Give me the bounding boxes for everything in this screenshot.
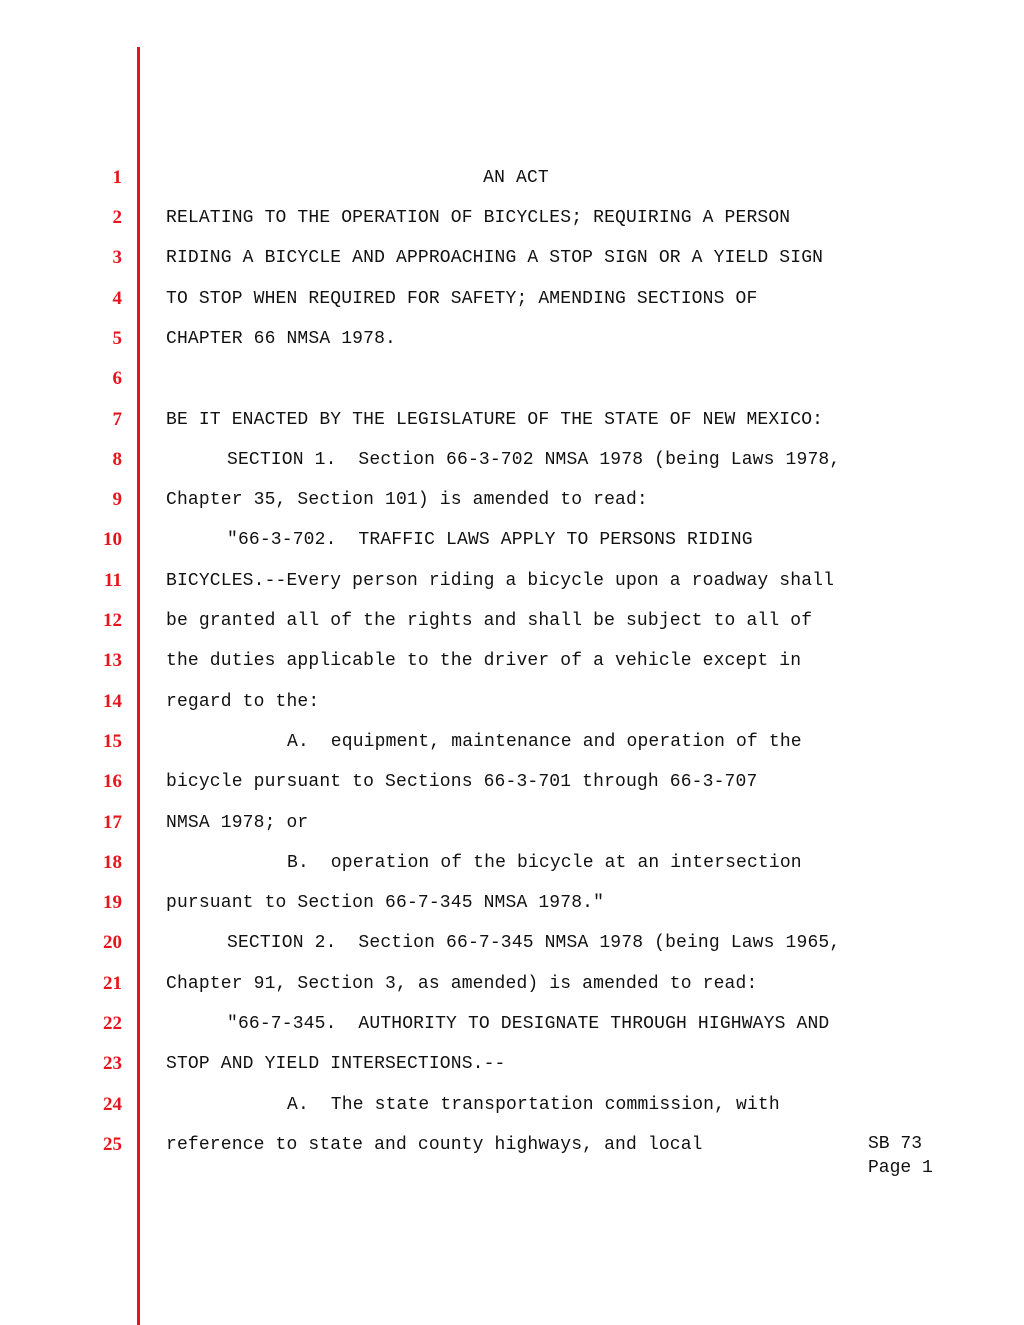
line-number: 13 xyxy=(103,650,122,671)
statute-heading: "66-7-345. AUTHORITY TO DESIGNATE THROUGH HIGHWAYS AND xyxy=(227,1014,830,1034)
line-number: 11 xyxy=(104,570,122,591)
line-number: 8 xyxy=(112,449,122,470)
line-number: 21 xyxy=(103,973,122,994)
bill-id: SB 73 xyxy=(868,1134,923,1154)
bill-title-line: RELATING TO THE OPERATION OF BICYCLES; REQUIRING A PERSON xyxy=(166,208,791,228)
line-number: 24 xyxy=(103,1094,122,1115)
line-number: 17 xyxy=(103,812,122,833)
body-line: Chapter 35, Section 101) is amended to read: xyxy=(166,490,648,510)
enacting-clause: BE IT ENACTED BY THE LEGISLATURE OF THE STATE OF NEW MEXICO: xyxy=(166,410,824,430)
body-line: regard to the: xyxy=(166,692,320,712)
line-number: 18 xyxy=(103,852,122,873)
body-line: bicycle pursuant to Sections 66-3-701 through 66-3-707 xyxy=(166,772,758,792)
section-heading: SECTION 1. Section 66-3-702 NMSA 1978 (being Laws 1978, xyxy=(227,450,841,470)
line-number: 20 xyxy=(103,932,122,953)
subsection-line: A. The state transportation commission, with xyxy=(287,1095,780,1115)
bill-title-line: RIDING A BICYCLE AND APPROACHING A STOP SIGN OR A YIELD SIGN xyxy=(166,248,824,268)
statute-heading: "66-3-702. TRAFFIC LAWS APPLY TO PERSONS RIDING xyxy=(227,530,753,550)
section-heading: SECTION 2. Section 66-7-345 NMSA 1978 (being Laws 1965, xyxy=(227,933,841,953)
margin-rule xyxy=(137,47,140,1325)
body-line: STOP AND YIELD INTERSECTIONS.-- xyxy=(166,1054,506,1074)
line-number: 5 xyxy=(112,328,122,349)
line-number: 9 xyxy=(112,489,122,510)
page-label: Page 1 xyxy=(868,1158,933,1178)
line-number: 12 xyxy=(103,610,122,631)
body-line: Chapter 91, Section 3, as amended) is amended to read: xyxy=(166,974,758,994)
line-number: 14 xyxy=(103,691,122,712)
line-number: 23 xyxy=(103,1053,122,1074)
act-title: AN ACT xyxy=(483,168,549,188)
line-number: 16 xyxy=(103,771,122,792)
line-number: 7 xyxy=(112,409,122,430)
body-line: pursuant to Section 66-7-345 NMSA 1978." xyxy=(166,893,605,913)
line-number: 19 xyxy=(103,892,122,913)
subsection-line: B. operation of the bicycle at an intersection xyxy=(287,853,802,873)
line-number: 1 xyxy=(112,167,122,188)
line-number: 4 xyxy=(112,288,122,309)
line-number: 2 xyxy=(112,207,122,228)
body-line: the duties applicable to the driver of a vehicle except in xyxy=(166,651,802,671)
bill-title-line: TO STOP WHEN REQUIRED FOR SAFETY; AMENDING SECTIONS OF xyxy=(166,289,758,309)
line-number: 6 xyxy=(112,368,122,389)
bill-title-line: CHAPTER 66 NMSA 1978. xyxy=(166,329,396,349)
line-number: 3 xyxy=(112,247,122,268)
body-line: be granted all of the rights and shall be subject to all of xyxy=(166,611,813,631)
body-line: NMSA 1978; or xyxy=(166,813,309,833)
line-number: 22 xyxy=(103,1013,122,1034)
line-number: 25 xyxy=(103,1134,122,1155)
body-line: BICYCLES.--Every person riding a bicycle upon a roadway shall xyxy=(166,571,835,591)
line-number: 15 xyxy=(103,731,122,752)
body-line: reference to state and county highways, and local xyxy=(166,1135,703,1155)
subsection-line: A. equipment, maintenance and operation of the xyxy=(287,732,802,752)
line-number: 10 xyxy=(103,529,122,550)
